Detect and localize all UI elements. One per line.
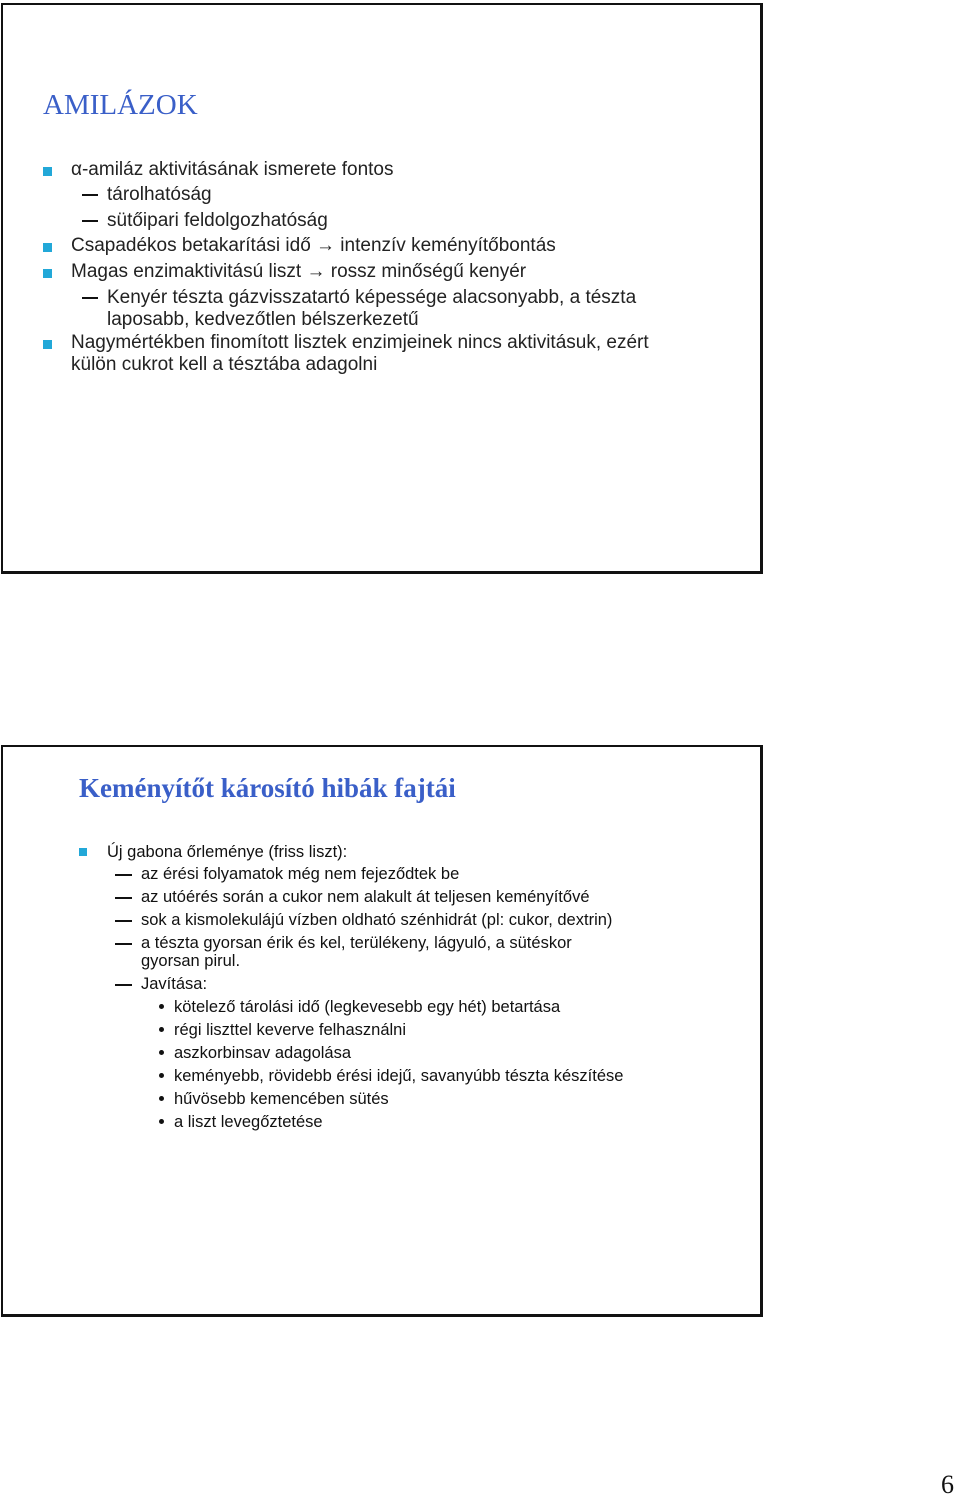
sub-sub-bullet-text: régi liszttel keverve felhasználni [174, 1021, 407, 1039]
slide-kemenyito-hibak [1, 745, 763, 1317]
sub-bullet-text: Kenyér tészta gázvisszatartó képessége alacsonyabb, a tészta [107, 287, 637, 308]
bullet-dot-icon [159, 1050, 164, 1055]
dash-icon [115, 920, 132, 922]
bullet-text: Magas enzimaktivitású liszt → rossz minőségű kenyér [71, 261, 527, 282]
dash-icon [82, 297, 98, 299]
sub-sub-bullet-text: kötelező tárolási idő (legkevesebb egy hét) betartása [174, 998, 561, 1016]
sub-sub-bullet-text: aszkorbinsav adagolása [174, 1044, 352, 1062]
dash-icon [115, 943, 132, 945]
bullet-dot-icon [159, 1027, 164, 1032]
sub-bullet-text: sok a kismolekulájú vízben oldható szénhidrát (pl: cukor, dextrin) [141, 911, 613, 929]
slide-title: Keményítőt károsító hibák fajtái [79, 773, 456, 803]
bullet-square-icon [79, 848, 87, 856]
sub-sub-bullet-text: keményebb, rövidebb érési idejű, savanyúbb tészta készítése [174, 1067, 624, 1085]
sub-bullet-text: az érési folyamatok még nem fejeződtek be [141, 865, 460, 883]
sub-sub-bullet-text: a liszt levegőztetése [174, 1113, 323, 1131]
bullet-text: Nagymértékben finomított lisztek enzimjeinek nincs aktivitásuk, ezért [71, 332, 649, 353]
bullet-text: Csapadékos betakarítási idő → intenzív keményítőbontás [71, 235, 556, 256]
bullet-text: Új gabona őrleménye (friss liszt): [107, 843, 348, 861]
slide-title: AMILÁZOK [43, 89, 198, 121]
sub-bullet-text: laposabb, kedvezőtlen bélszerkezetű [107, 309, 419, 330]
page-number: 6 [941, 1470, 954, 1499]
bullet-square-icon [43, 167, 52, 176]
bullet-dot-icon [159, 1004, 164, 1009]
bullet-square-icon [43, 243, 52, 252]
dash-icon [82, 220, 98, 222]
bullet-square-icon [43, 340, 52, 349]
dash-icon [115, 897, 132, 899]
sub-bullet-text: tárolhatóság [107, 184, 212, 205]
bullet-square-icon [43, 269, 52, 278]
sub-sub-bullet-text: hűvösebb kemencében sütés [174, 1090, 389, 1108]
dash-icon [115, 874, 132, 876]
bullet-dot-icon [159, 1119, 164, 1124]
sub-bullet-text: a tészta gyorsan érik és kel, terülékeny, lágyuló, a sütéskor [141, 934, 572, 952]
bullet-dot-icon [159, 1073, 164, 1078]
bullet-dot-icon [159, 1096, 164, 1101]
sub-bullet-text: gyorsan pirul. [141, 952, 241, 970]
sub-bullet-text: Javítása: [141, 975, 208, 993]
dash-icon [115, 984, 132, 986]
sub-bullet-text: az utóérés során a cukor nem alakult át teljesen keményítővé [141, 888, 590, 906]
slide-amilazok [1, 3, 763, 574]
sub-bullet-text: sütőipari feldolgozhatóság [107, 210, 328, 231]
bullet-text: α-amiláz aktivitásának ismerete fontos [71, 159, 394, 180]
dash-icon [82, 194, 98, 196]
bullet-text: külön cukrot kell a tésztába adagolni [71, 354, 378, 375]
